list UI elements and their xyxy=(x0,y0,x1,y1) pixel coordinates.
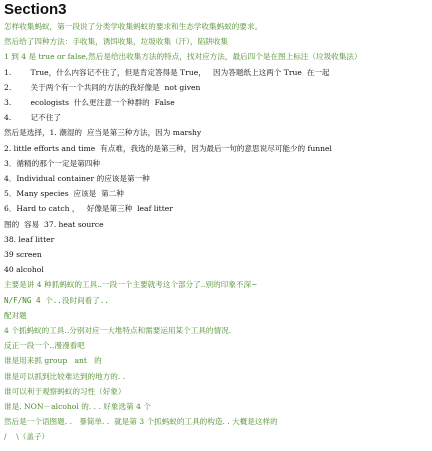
text-line: / \（盖子） xyxy=(4,432,50,442)
text-line: 4 个抓蚂蚁的工具..分别对应一大堆特点和需要运用某个工具的情况. xyxy=(4,326,232,336)
text-line: 然后给了四种方法：手收集，诱饵收集，垃圾收集（汗），陷阱收集 xyxy=(4,37,229,47)
text-line: 40 alcohol xyxy=(4,265,44,275)
text-line: 1 到 4 是 true or false,然后是给出收集方法的特点，找对应方法，最后四个是在图上标注（垃圾收集法） xyxy=(4,52,362,62)
text-line: 39 screen xyxy=(4,250,42,260)
text-line: 主要是讲 4 种抓蚂蚁的工具..一段一个主要就考这个部分了..别的印象不深~ xyxy=(4,280,258,290)
text-line: 谁是可以抓到比较难达到的地方的. . xyxy=(4,371,126,381)
text-line: 然后是一个语图题. . 暴简单. . 就是第 3 个抓蚂蚁的工具的构造. . 大概是这样的 xyxy=(4,417,278,427)
text-line: 配对题 xyxy=(4,310,27,320)
text-line: 6．Hard to catch ， 好像是第三种 leaf litter xyxy=(4,204,173,214)
text-line: 然后是选择，1. 潮湿的 应当是第三种方法，因为 marshy xyxy=(4,128,202,138)
text-line: 反正一段一个..漫漫看吧 xyxy=(4,341,85,351)
text-body xyxy=(4,19,428,445)
text-line: 谁是. NON－alcohol 的. . . 好象选第 4 个 xyxy=(4,402,151,412)
text-line: 4．Individual container 的应该是第一种 xyxy=(4,174,150,184)
text-line: 谁可以利于观察蚂蚁的习性（好象） xyxy=(4,386,126,396)
text-line: 3．循精的那个一定是第四种 xyxy=(4,158,100,168)
text-line: 谁是用来抓 group ant 的 xyxy=(4,356,102,366)
text-line: 5．Many species 应该是 第二种 xyxy=(4,189,124,199)
section-title: Section3 xyxy=(4,1,67,18)
text-line: 38. leaf litter xyxy=(4,234,55,244)
text-line: 4. 记不住了 xyxy=(4,113,61,123)
text-line: N/F/NG 4 个..没时间看了.. xyxy=(4,295,109,305)
text-line: 2. little efforts and time 有点难，我选的是第三种，因为最后一句的意思说尽可能少的 funnel xyxy=(4,143,332,153)
text-line: 3. ecologists 什么更注意一个种群的 False xyxy=(4,98,175,108)
text-line: 怎样收集蚂蚁，第一段说了分类学收集蚂蚁的要求和生态学收集蚂蚁的要求。 xyxy=(4,22,263,31)
text-line: 1. True，什么内容记不住了，但是肯定答得是 True， 因为答题纸上这两个 True 在一起 xyxy=(4,67,330,77)
text-line: 2. 关于两个有一个共同的方法的我好像是 not given xyxy=(4,82,201,92)
text-line: 图的 容易 37. heat source xyxy=(4,219,104,229)
